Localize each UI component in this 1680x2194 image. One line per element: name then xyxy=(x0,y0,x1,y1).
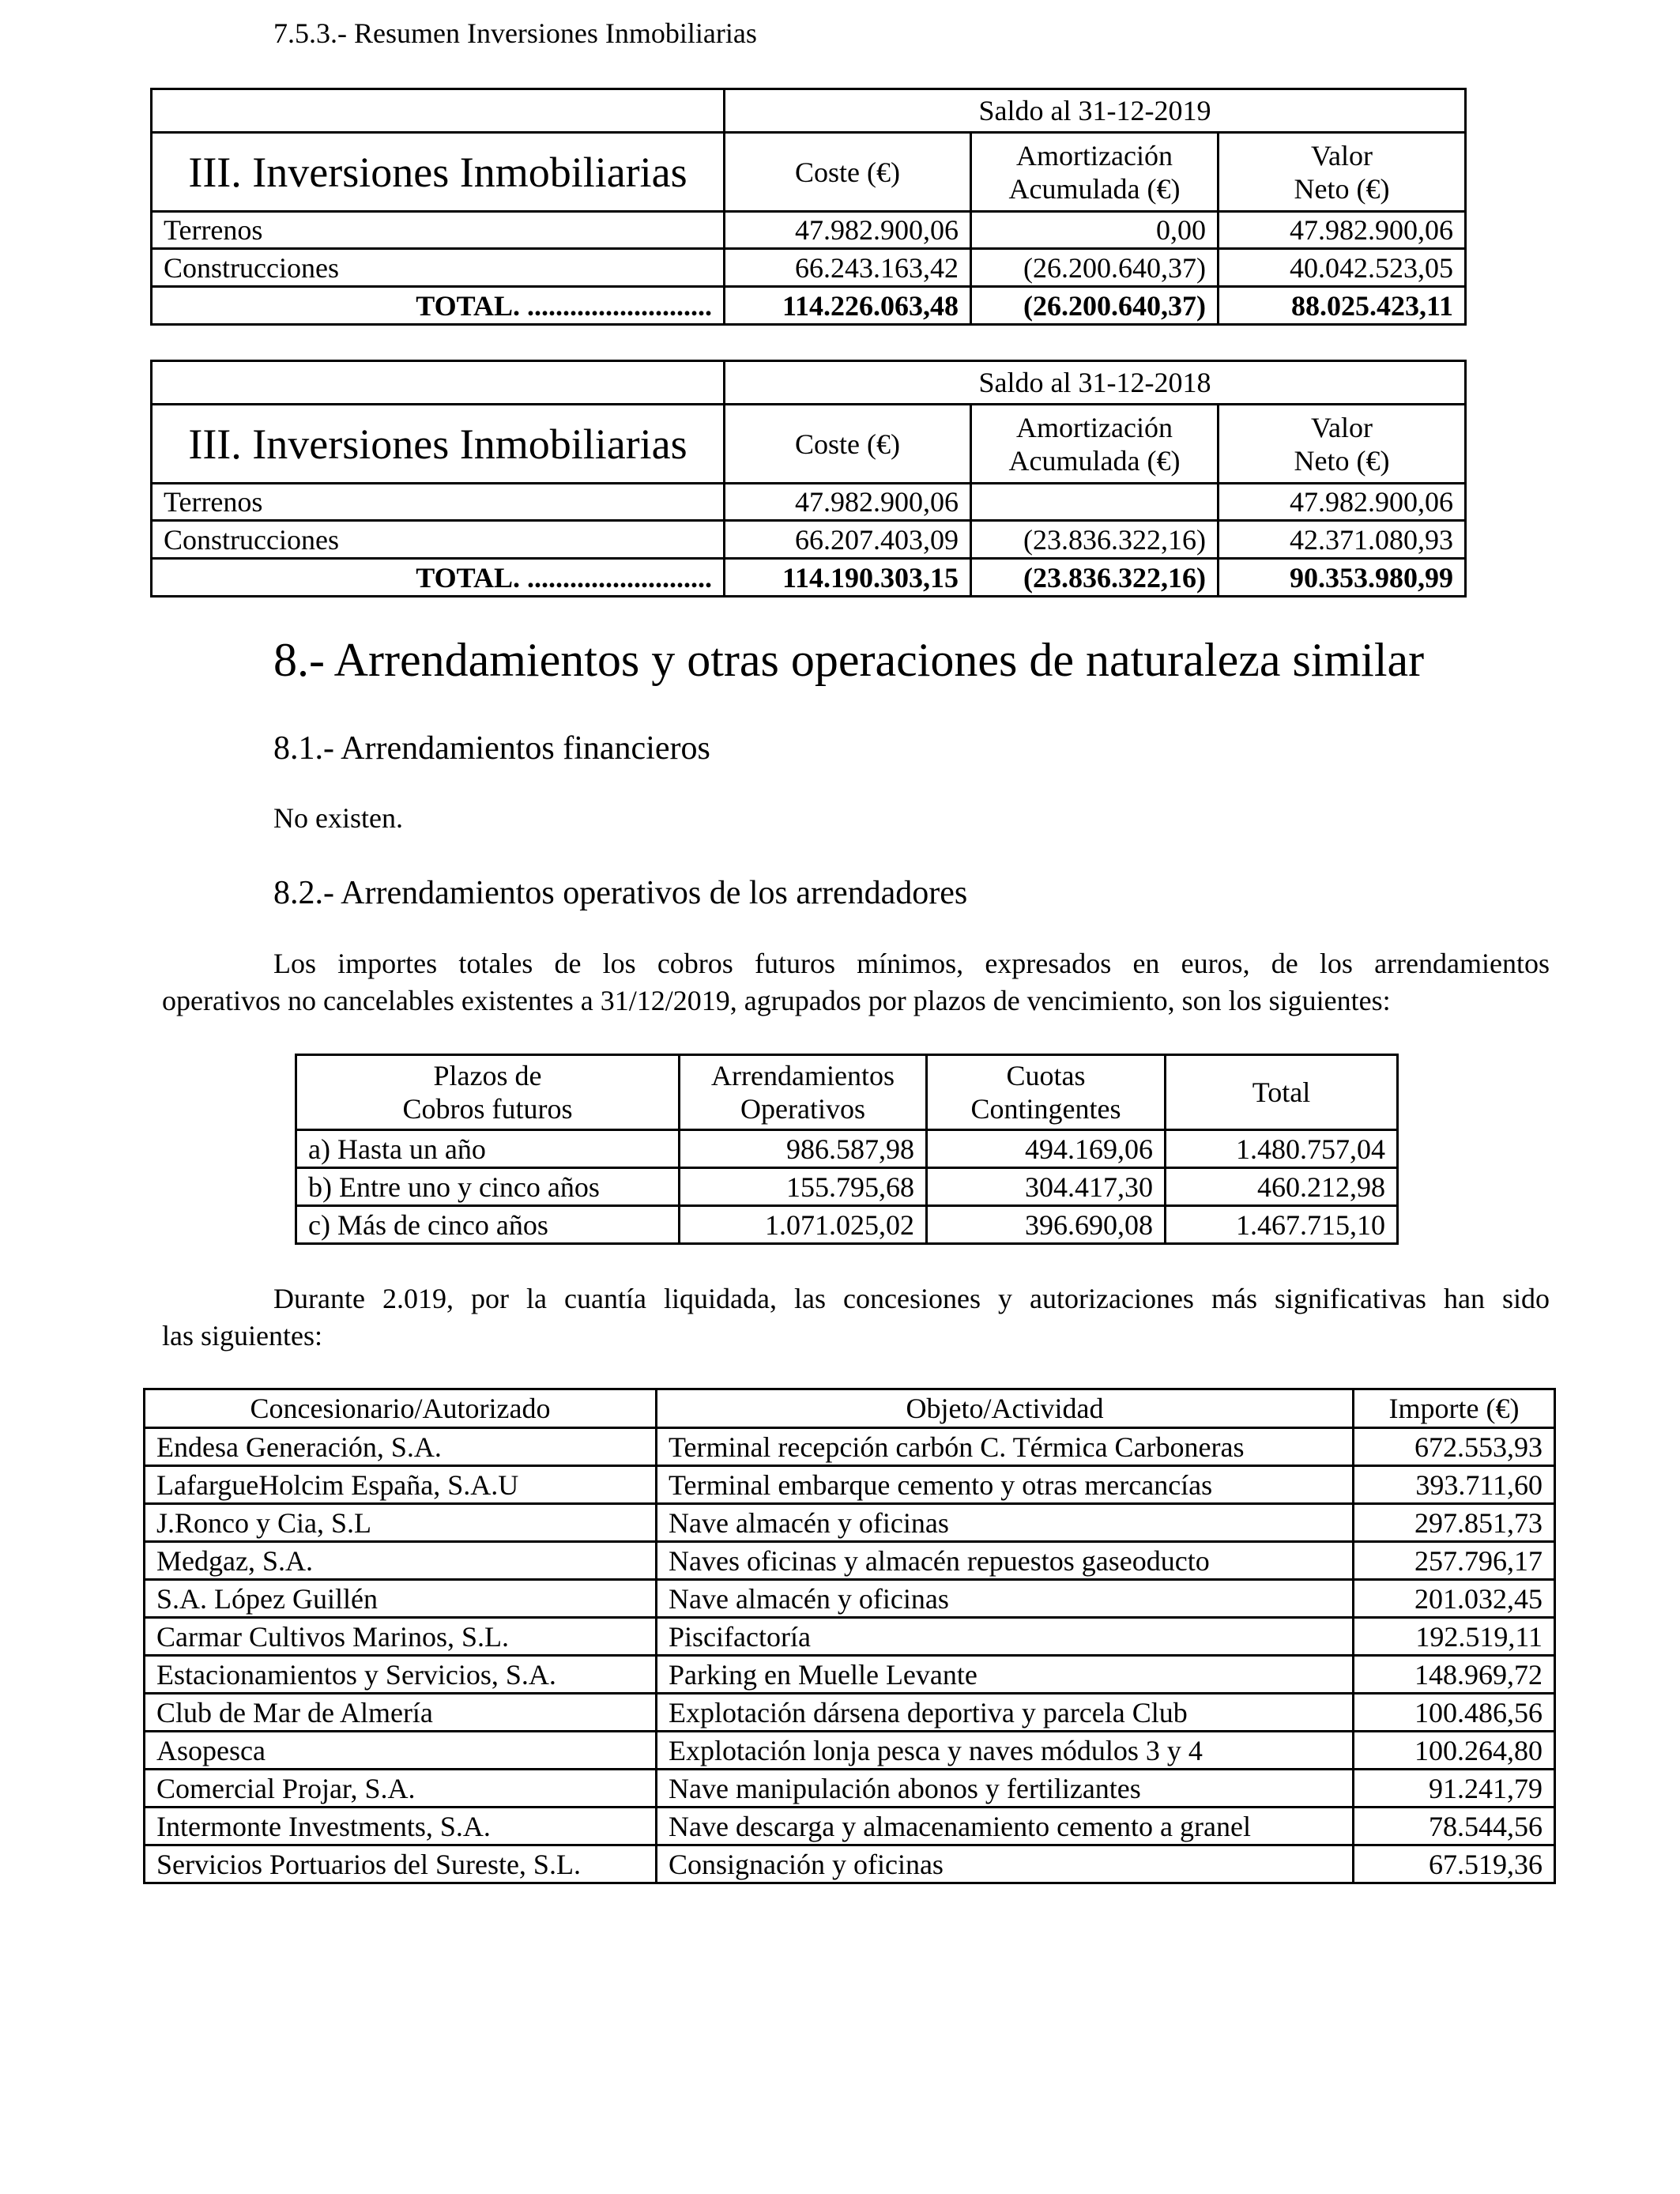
cuotas-value: 494.169,06 xyxy=(927,1130,1166,1168)
importe-cell: 100.486,56 xyxy=(1354,1694,1555,1732)
table-row xyxy=(145,1845,1555,1883)
table-row xyxy=(145,1542,1555,1580)
cuotas-header: Cuotas Contingentes xyxy=(927,1055,1166,1130)
total-header: Total xyxy=(1166,1055,1398,1130)
inversiones-2018-table xyxy=(150,360,1467,598)
section-heading: III. Inversiones Inmobiliarias xyxy=(152,405,725,484)
concesionario-cell: Endesa Generación, S.A. xyxy=(145,1428,657,1466)
coste-value: 47.982.900,06 xyxy=(725,212,971,249)
arrendamientos-header: Arrendamientos Operativos xyxy=(680,1055,927,1130)
table-row xyxy=(145,1770,1555,1808)
section-82-title: 8.2.- Arrendamientos operativos de los arrendadores xyxy=(273,875,968,911)
importe-cell: 393.711,60 xyxy=(1354,1466,1555,1504)
concesionario-cell: Servicios Portuarios del Sureste, S.L. xyxy=(145,1845,657,1883)
concesionario-cell: Medgaz, S.A. xyxy=(145,1542,657,1580)
objeto-cell: Consignación y oficinas xyxy=(657,1845,1354,1883)
concesionario-cell: S.A. López Guillén xyxy=(145,1580,657,1618)
valor-neto-header: Valor Neto (€) xyxy=(1219,133,1466,212)
table-row xyxy=(152,484,1466,521)
total-value: 1.467.715,10 xyxy=(1166,1206,1398,1244)
importe-cell: 100.264,80 xyxy=(1354,1732,1555,1770)
section-heading: III. Inversiones Inmobiliarias xyxy=(152,133,725,212)
row-label: Construcciones xyxy=(152,521,725,559)
amortizacion-header: Amortización Acumulada (€) xyxy=(971,405,1219,484)
section-81-text: No existen. xyxy=(273,802,403,834)
objeto-cell: Nave descarga y almacenamiento cemento a granel xyxy=(657,1808,1354,1845)
total-neto: 88.025.423,11 xyxy=(1219,287,1466,325)
coste-value: 66.243.163,42 xyxy=(725,249,971,287)
empty-cell xyxy=(152,89,725,133)
importe-cell: 91.241,79 xyxy=(1354,1770,1555,1808)
importe-cell: 78.544,56 xyxy=(1354,1808,1555,1845)
total-value: 460.212,98 xyxy=(1166,1168,1398,1206)
total-coste: 114.226.063,48 xyxy=(725,287,971,325)
concesionario-cell: Carmar Cultivos Marinos, S.L. xyxy=(145,1618,657,1656)
saldo-header: Saldo al 31-12-2019 xyxy=(725,89,1466,133)
table-row xyxy=(145,1618,1555,1656)
section-753-title: 7.5.3.- Resumen Inversiones Inmobiliarias xyxy=(273,17,757,49)
table-row xyxy=(145,1428,1555,1466)
table-row xyxy=(145,1732,1555,1770)
amortizacion-value xyxy=(971,484,1219,521)
objeto-cell: Nave almacén y oficinas xyxy=(657,1580,1354,1618)
concesiones-table xyxy=(143,1388,1556,1884)
coste-header: Coste (€) xyxy=(725,133,971,212)
concesionario-cell: J.Ronco y Cia, S.L xyxy=(145,1504,657,1542)
objeto-cell: Naves oficinas y almacén repuestos gaseoducto xyxy=(657,1542,1354,1580)
concesionario-cell: Estacionamientos y Servicios, S.A. xyxy=(145,1656,657,1694)
importe-cell: 192.519,11 xyxy=(1354,1618,1555,1656)
table-row xyxy=(145,1694,1555,1732)
neto-value: 40.042.523,05 xyxy=(1219,249,1466,287)
table-row xyxy=(296,1168,1398,1206)
total-amortizacion: (23.836.322,16) xyxy=(971,559,1219,597)
amortizacion-value: (26.200.640,37) xyxy=(971,249,1219,287)
objeto-cell: Nave manipulación abonos y fertilizantes xyxy=(657,1770,1354,1808)
total-label: TOTAL. .......................... xyxy=(152,559,725,597)
total-row xyxy=(152,287,1466,325)
plazo-label: a) Hasta un año xyxy=(296,1130,680,1168)
cobros-futuros-table xyxy=(295,1054,1399,1245)
neto-value: 47.982.900,06 xyxy=(1219,212,1466,249)
coste-header: Coste (€) xyxy=(725,405,971,484)
valor-neto-header: Valor Neto (€) xyxy=(1219,405,1466,484)
amortizacion-value: (23.836.322,16) xyxy=(971,521,1219,559)
section-82-paragraph-line1: Los importes totales de los cobros futuros mínimos, expresados en euros, de los arrendamientos xyxy=(273,948,1550,979)
importe-cell: 257.796,17 xyxy=(1354,1542,1555,1580)
cuotas-value: 304.417,30 xyxy=(927,1168,1166,1206)
importe-header: Importe (€) xyxy=(1354,1389,1555,1428)
total-value: 1.480.757,04 xyxy=(1166,1130,1398,1168)
table-row xyxy=(145,1466,1555,1504)
row-label: Construcciones xyxy=(152,249,725,287)
section-82-paragraph-line2: operativos no cancelables existentes a 31/12/2019, agrupados por plazos de vencimiento, son los siguientes: xyxy=(162,985,1391,1016)
table-row xyxy=(145,1580,1555,1618)
empty-cell xyxy=(152,361,725,405)
total-coste: 114.190.303,15 xyxy=(725,559,971,597)
table-row xyxy=(152,521,1466,559)
concesionario-cell: Asopesca xyxy=(145,1732,657,1770)
row-label: Terrenos xyxy=(152,484,725,521)
importe-cell: 672.553,93 xyxy=(1354,1428,1555,1466)
total-label: TOTAL. .......................... xyxy=(152,287,725,325)
objeto-cell: Explotación lonja pesca y naves módulos 3 y 4 xyxy=(657,1732,1354,1770)
section-81-title: 8.1.- Arrendamientos financieros xyxy=(273,730,710,767)
concesionario-header: Concesionario/Autorizado xyxy=(145,1389,657,1428)
table-row xyxy=(145,1656,1555,1694)
objeto-cell: Explotación dársena deportiva y parcela Club xyxy=(657,1694,1354,1732)
concesionario-cell: Intermonte Investments, S.A. xyxy=(145,1808,657,1845)
arrendamientos-value: 986.587,98 xyxy=(680,1130,927,1168)
objeto-cell: Terminal embarque cemento y otras mercancías xyxy=(657,1466,1354,1504)
inversiones-2019-table xyxy=(150,88,1467,326)
concesionario-cell: Comercial Projar, S.A. xyxy=(145,1770,657,1808)
saldo-header: Saldo al 31-12-2018 xyxy=(725,361,1466,405)
total-amortizacion: (26.200.640,37) xyxy=(971,287,1219,325)
plazo-label: b) Entre uno y cinco años xyxy=(296,1168,680,1206)
cuotas-value: 396.690,08 xyxy=(927,1206,1166,1244)
neto-value: 42.371.080,93 xyxy=(1219,521,1466,559)
amortizacion-value: 0,00 xyxy=(971,212,1219,249)
table-row xyxy=(296,1206,1398,1244)
table-row xyxy=(145,1808,1555,1845)
objeto-cell: Nave almacén y oficinas xyxy=(657,1504,1354,1542)
neto-value: 47.982.900,06 xyxy=(1219,484,1466,521)
importe-cell: 297.851,73 xyxy=(1354,1504,1555,1542)
total-neto: 90.353.980,99 xyxy=(1219,559,1466,597)
objeto-header: Objeto/Actividad xyxy=(657,1389,1354,1428)
row-label: Terrenos xyxy=(152,212,725,249)
concesionario-cell: Club de Mar de Almería xyxy=(145,1694,657,1732)
table-row xyxy=(145,1504,1555,1542)
importe-cell: 148.969,72 xyxy=(1354,1656,1555,1694)
plazo-label: c) Más de cinco años xyxy=(296,1206,680,1244)
amortizacion-header: Amortización Acumulada (€) xyxy=(971,133,1219,212)
coste-value: 66.207.403,09 xyxy=(725,521,971,559)
objeto-cell: Piscifactoría xyxy=(657,1618,1354,1656)
arrendamientos-value: 155.795,68 xyxy=(680,1168,927,1206)
arrendamientos-value: 1.071.025,02 xyxy=(680,1206,927,1244)
plazos-header: Plazos de Cobros futuros xyxy=(296,1055,680,1130)
concesionario-cell: LafargueHolcim España, S.A.U xyxy=(145,1466,657,1504)
section-8-title: 8.- Arrendamientos y otras operaciones de naturaleza similar xyxy=(273,634,1425,686)
table-row xyxy=(296,1130,1398,1168)
table-row xyxy=(152,249,1466,287)
objeto-cell: Parking en Muelle Levante xyxy=(657,1656,1354,1694)
durante-paragraph-line2: las siguientes: xyxy=(162,1320,322,1351)
importe-cell: 201.032,45 xyxy=(1354,1580,1555,1618)
coste-value: 47.982.900,06 xyxy=(725,484,971,521)
total-row xyxy=(152,559,1466,597)
objeto-cell: Terminal recepción carbón C. Térmica Carboneras xyxy=(657,1428,1354,1466)
durante-paragraph-line1: Durante 2.019, por la cuantía liquidada, las concesiones y autorizaciones más significativas han sido xyxy=(273,1283,1550,1314)
table-row xyxy=(152,212,1466,249)
importe-cell: 67.519,36 xyxy=(1354,1845,1555,1883)
